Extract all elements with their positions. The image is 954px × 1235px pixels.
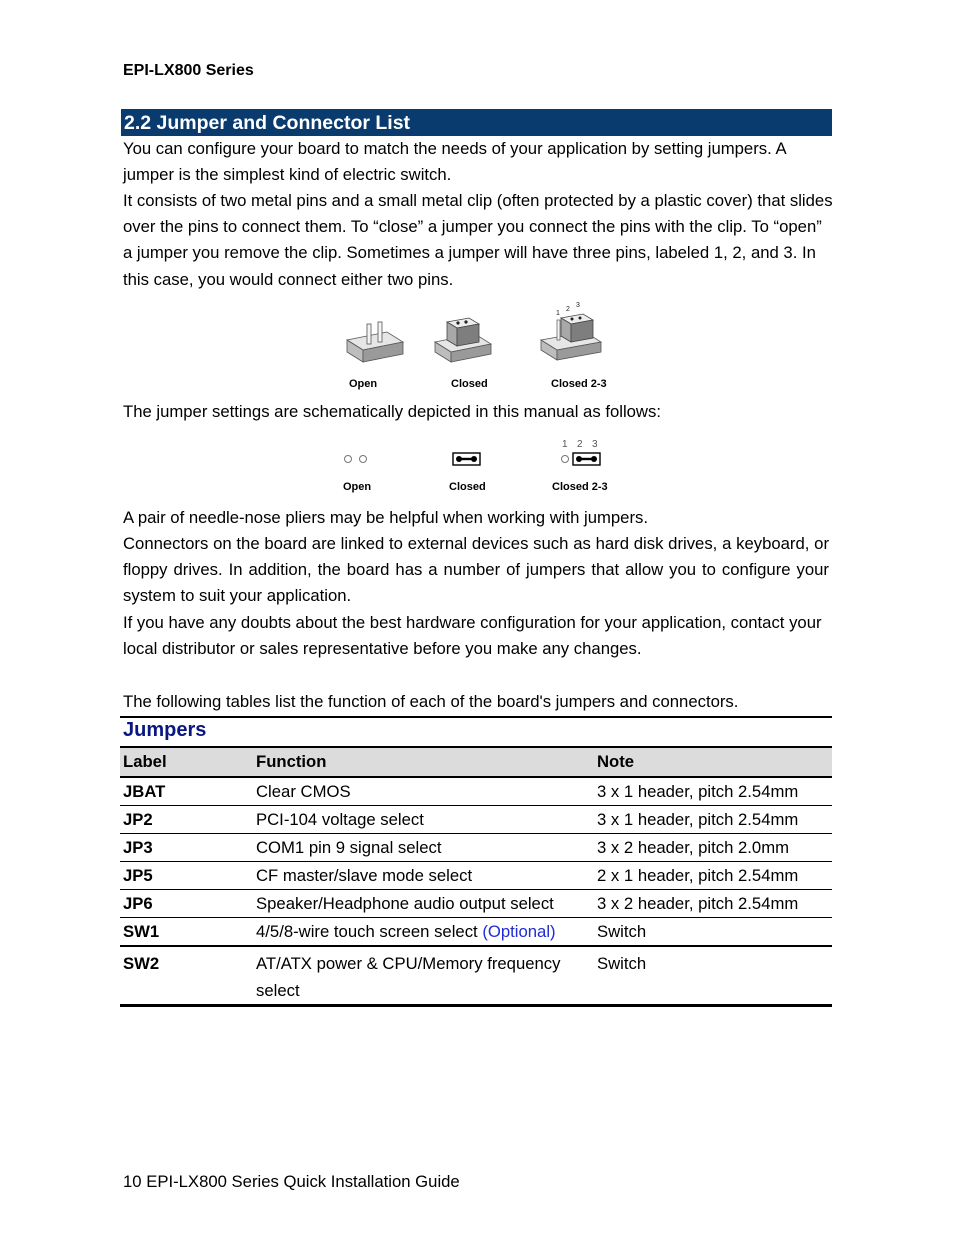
figure1-label-closed: Closed <box>451 378 488 390</box>
table-row <box>120 862 832 890</box>
row-function-text: 4/5/8-wire touch screen select <box>256 921 483 941</box>
intro-paragraph-2: It consists of two metal pins and a small metal clip (often protected by a plastic cover) that slides over the pins to connect them. To “close” a jumper you connect the pins with the clip. To “open” a jumper you remove the clip. Sometimes a jumper will have three pins, labeled 1, 2, and 3. In this case, you would connect either two pins. <box>123 191 833 289</box>
closed-2-3-jumper-symbol <box>562 453 601 465</box>
row-label: JP5 <box>120 862 253 890</box>
closed-jumper-symbol <box>453 453 480 465</box>
figure1-label-closed-2-3: Closed 2-3 <box>551 378 607 390</box>
row-function <box>253 918 594 947</box>
column-header-label: Label <box>120 747 253 777</box>
row-note: 2 x 1 header, pitch 2.54mm <box>594 862 832 890</box>
row-note: 3 x 1 header, pitch 2.54mm <box>594 777 832 806</box>
closed-2-3-jumper-illustration <box>541 314 601 360</box>
figure2-label-closed-2-3: Closed 2-3 <box>552 481 608 493</box>
column-header-function: Function <box>253 747 594 777</box>
jumper-illustration <box>335 300 625 372</box>
table-top-rule <box>120 716 832 718</box>
open-jumper-illustration <box>347 322 403 362</box>
schematic-pin-number-2: 2 <box>577 439 583 450</box>
figure1-label-open: Open <box>349 378 378 390</box>
jumpers-table <box>120 746 832 1007</box>
pin-number-2: 2 <box>566 306 570 313</box>
schematic-pin-number-3: 3 <box>592 439 598 450</box>
page-footer: 10 EPI-LX800 Series Quick Installation Guide <box>123 1172 460 1191</box>
body-paragraph-2: Connectors on the board are linked to external devices such as hard disk drives, a keyboard, or floppy drives. In addition, the board has a number of jumpers that allow you to configure your system to suit your application. <box>123 534 829 606</box>
figure2-label-closed: Closed <box>449 481 486 493</box>
table-row <box>120 890 832 918</box>
row-note: Switch <box>594 946 832 1006</box>
row-note: 3 x 2 header, pitch 2.0mm <box>594 834 832 862</box>
row-note: 3 x 1 header, pitch 2.54mm <box>594 806 832 834</box>
row-label: JP6 <box>120 890 253 918</box>
schematic-intro: The jumper settings are schematically depicted in this manual as follows: <box>123 402 661 421</box>
row-label: JBAT <box>120 777 253 806</box>
table-header-row <box>120 747 832 777</box>
row-function: AT/ATX power & CPU/Memory frequency select <box>253 946 594 1006</box>
table-row <box>120 777 832 806</box>
pin-number-3: 3 <box>576 302 580 309</box>
row-function: COM1 pin 9 signal select <box>253 834 594 862</box>
row-label: JP3 <box>120 834 253 862</box>
optional-note: (Optional) <box>482 921 556 941</box>
intro-paragraph-1: You can configure your board to match the needs of your application by setting jumpers. A jumper is the simplest kind of electric switch. <box>123 139 786 185</box>
row-note: Switch <box>594 918 832 947</box>
body-paragraph-4: The following tables list the function of each of the board's jumpers and connectors. <box>123 692 739 711</box>
jumper-schematic <box>340 450 610 468</box>
table-row <box>120 946 832 1006</box>
pin-number-1: 1 <box>556 310 560 317</box>
row-function: CF master/slave mode select <box>253 862 594 890</box>
column-header-note: Note <box>594 747 832 777</box>
open-jumper-symbol <box>345 456 367 463</box>
table-row <box>120 918 832 947</box>
row-label: SW2 <box>120 946 253 1006</box>
jumpers-title: Jumpers <box>123 719 207 741</box>
page-header: EPI-LX800 Series <box>123 62 254 79</box>
body-paragraph-1: A pair of needle-nose pliers may be helpful when working with jumpers. <box>123 508 649 527</box>
row-function: PCI-104 voltage select <box>253 806 594 834</box>
schematic-pin-number-1: 1 <box>562 439 568 450</box>
body-paragraph-3: If you have any doubts about the best hardware configuration for your application, contact your local distributor or sales representative before you make any changes. <box>123 613 822 659</box>
row-function: Clear CMOS <box>253 777 594 806</box>
table-row <box>120 806 832 834</box>
row-note: 3 x 2 header, pitch 2.54mm <box>594 890 832 918</box>
row-label: SW1 <box>120 918 253 947</box>
row-function: Speaker/Headphone audio output select <box>253 890 594 918</box>
figure2-label-open: Open <box>343 481 372 493</box>
section-title: 2.2 Jumper and Connector List <box>121 109 832 136</box>
closed-jumper-illustration <box>435 318 491 362</box>
row-label: JP2 <box>120 806 253 834</box>
table-row <box>120 834 832 862</box>
